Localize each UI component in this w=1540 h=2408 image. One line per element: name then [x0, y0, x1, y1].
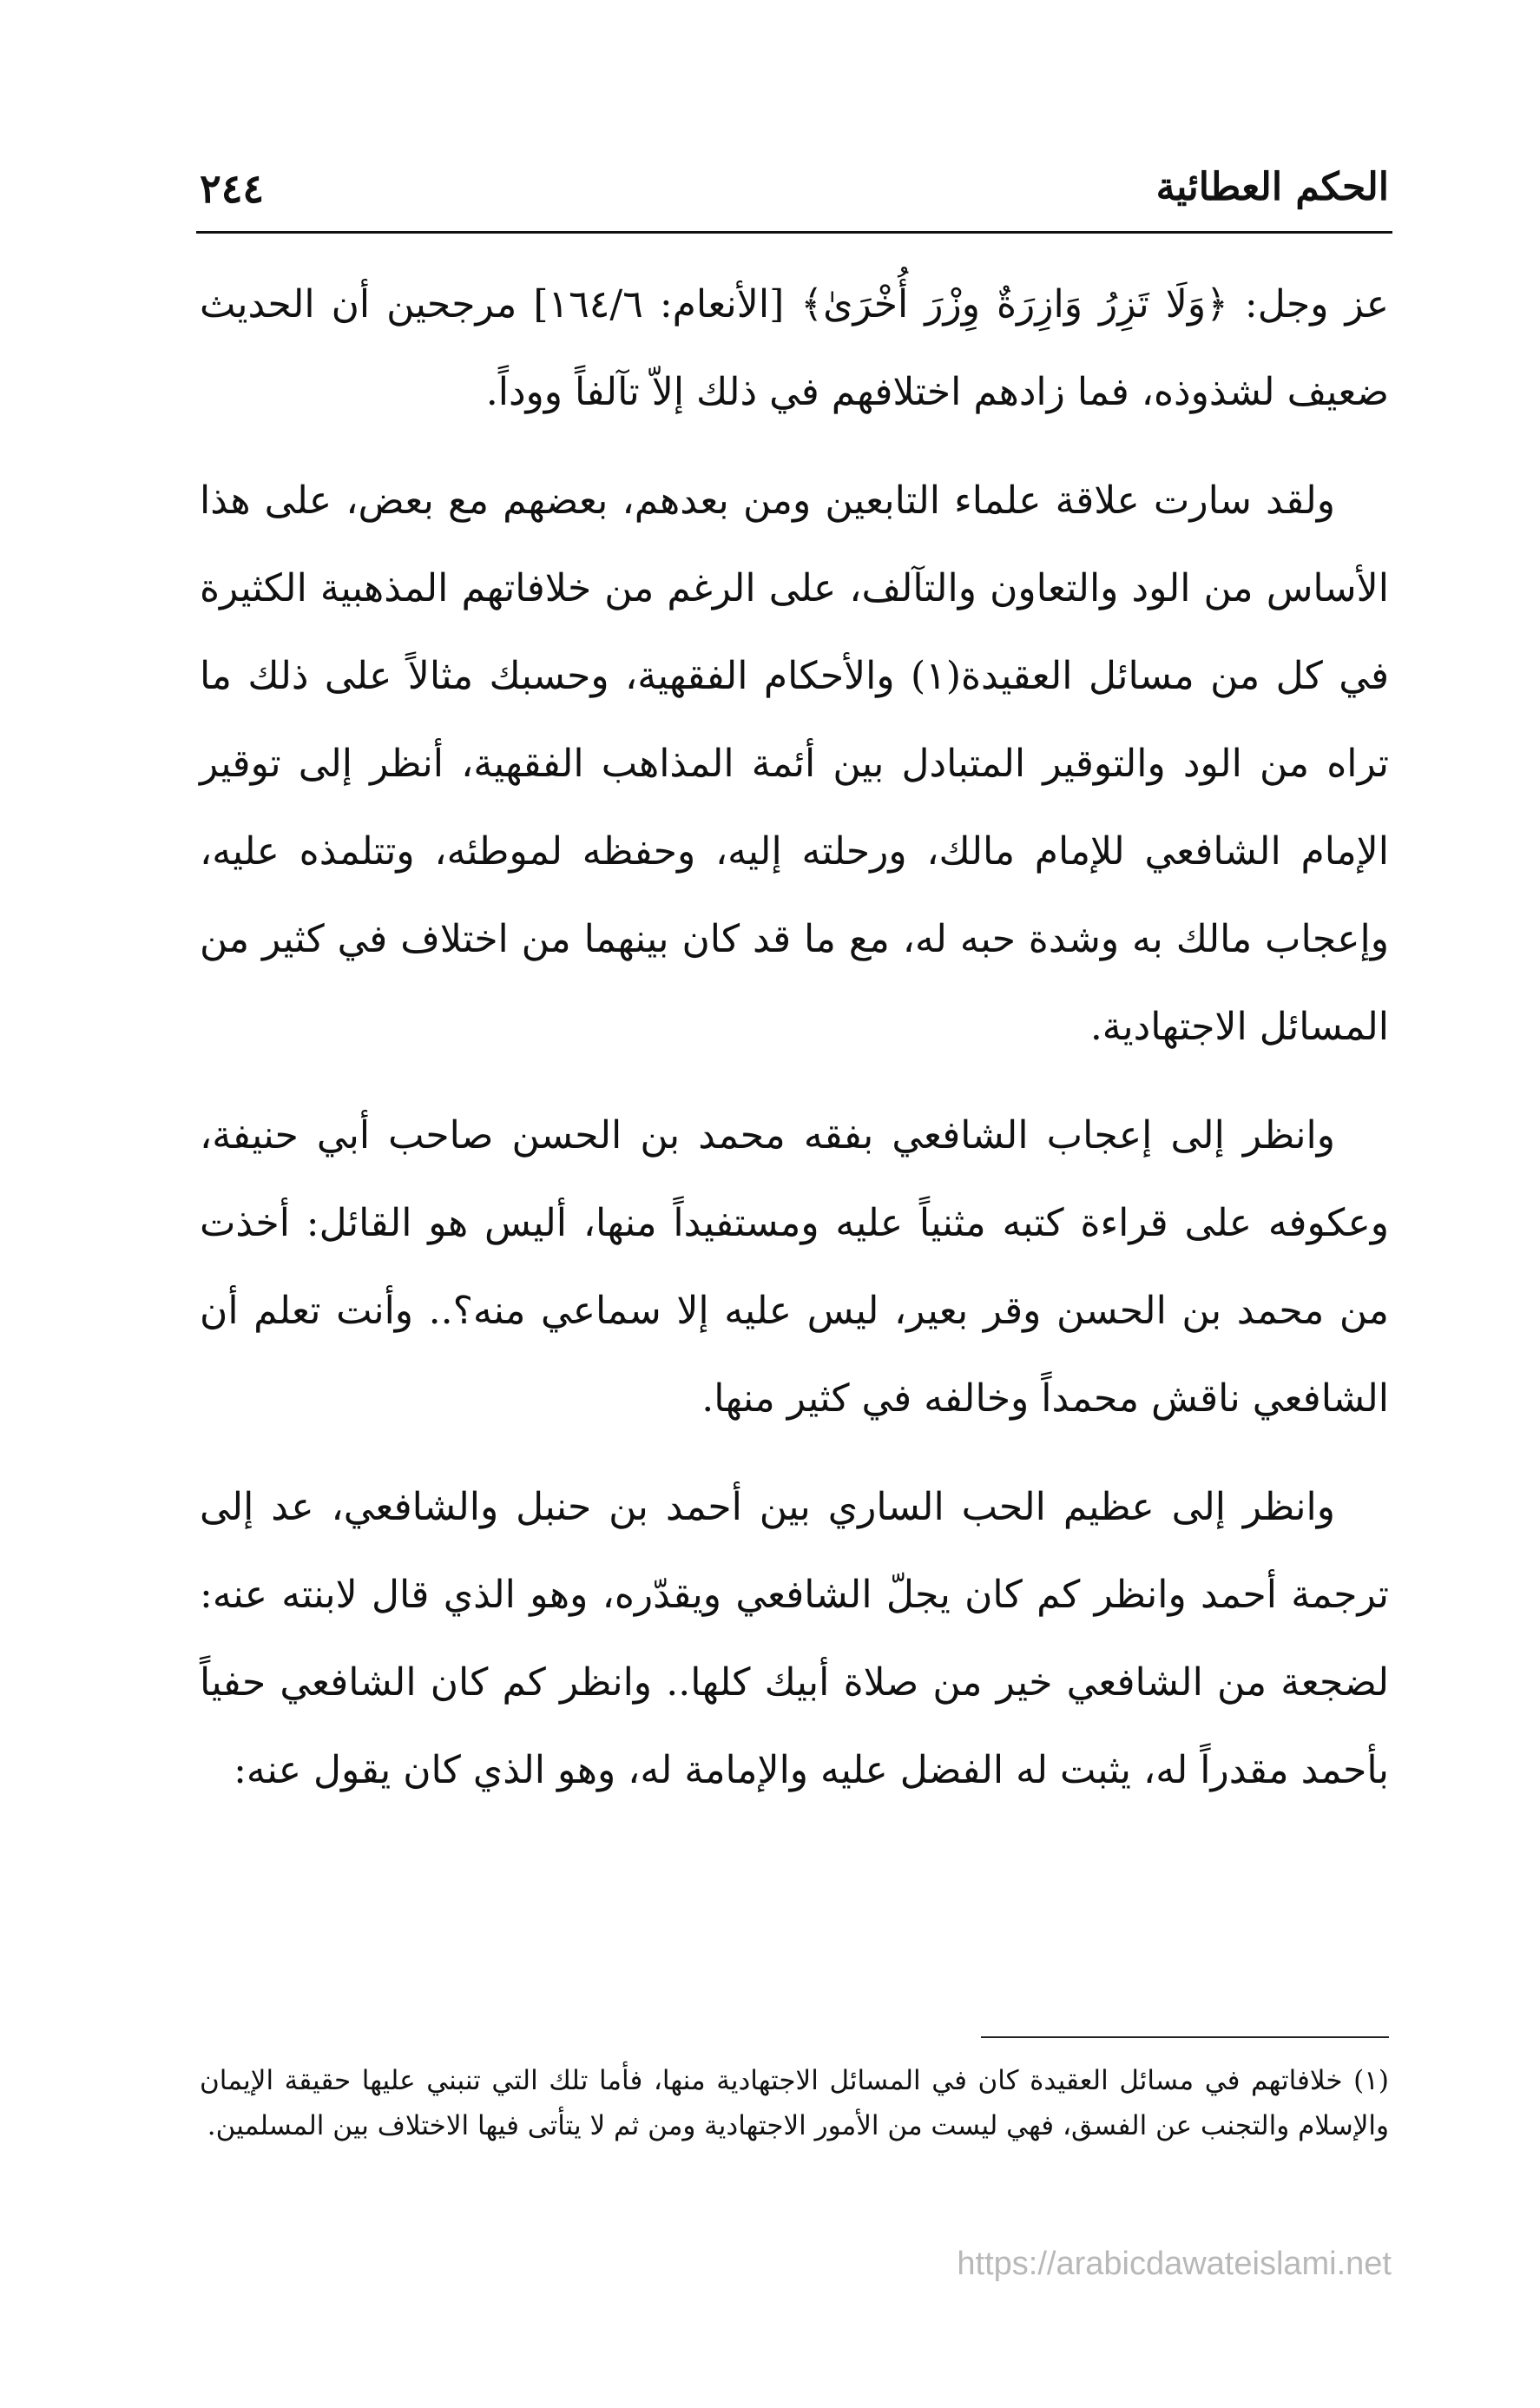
- paragraph: وانظر إلى إعجاب الشافعي بفقه محمد بن الحسن صاحب أبي حنيفة، وعكوفه على قراءة كتبه مثنياً عليه ومستفيداً منها، أليس هو القائل: أخذت من محمد بن الحسن وقر بعير، ليس عليه إلا سماعي منه؟.. وأنت تعلم أن الشافعي ناقش محمداً وخالفه في كثير منها.: [200, 1113, 1389, 1421]
- paragraph-continuation: عز وجل: ﴿وَلَا تَزِرُ وَازِرَةٌ وِزْرَ أُخْرَىٰ﴾ [الأنعام: ١٦٤/٦] مرجحين أن الحديث ضعيف لشذوذه، فما زادهم اختلافهم في ذلك إلاّ تآلفاً ووداً.: [200, 282, 1389, 414]
- running-title: الحكم العطائية: [1155, 165, 1389, 209]
- footnote: (١) خلافاتهم في مسائل العقيدة كان في المسائل الاجتهادية منها، فأما تلك التي تنبني عليها حقيقة الإيمان والإسلام والتجنب عن الفسق، فهي ليست من الأمور الاجتهادية ومن ثم لا يتأتى فيها الاختلاف بين المسلمين.: [200, 2065, 1389, 2141]
- header-rule: [196, 231, 1392, 234]
- running-header: [200, 165, 1389, 226]
- page-number: ٢٤٤: [200, 165, 265, 212]
- footnotes: [200, 2058, 1389, 2148]
- footnote-separator: [981, 2036, 1389, 2038]
- paragraph: ولقد سارت علاقة علماء التابعين ومن بعدهم، بعضهم مع بعض، على هذا الأساس من الود والتعاون والتآلف، على الرغم من خلافاتهم المذهبية الكثيرة في كل من مسائل العقيدة(١) والأحكام الفقهية، وحسبك مثالاً على ذلك ما تراه من الود والتوقير المتبادل بين أئمة المذاهب الفقهية، أنظر إلى توقير الإمام الشافعي للإمام مالك، ورحلته إليه، وحفظه لموطئه، وتتلمذه عليه، وإعجاب مالك به وشدة حبه له، مع ما قد كان بينهما من اختلاف في كثير من المسائل الاجتهادية.: [200, 478, 1390, 1049]
- watermark-url: https://arabicdawateislami.net: [957, 2246, 1392, 2282]
- main-text: [200, 261, 1389, 1835]
- paragraph: وانظر إلى عظيم الحب الساري بين أحمد بن حنبل والشافعي، عد إلى ترجمة أحمد وانظر كم كان يجلّ الشافعي ويقدّره، وهو الذي قال لابنته عنه: لضجعة من الشافعي خير من صلاة أبيك كلها.. وانظر كم كان الشافعي حفياً بأحمد مقدراً له، يثبت له الفضل عليه والإمامة له، وهو الذي كان يقول عنه:: [200, 1485, 1389, 1792]
